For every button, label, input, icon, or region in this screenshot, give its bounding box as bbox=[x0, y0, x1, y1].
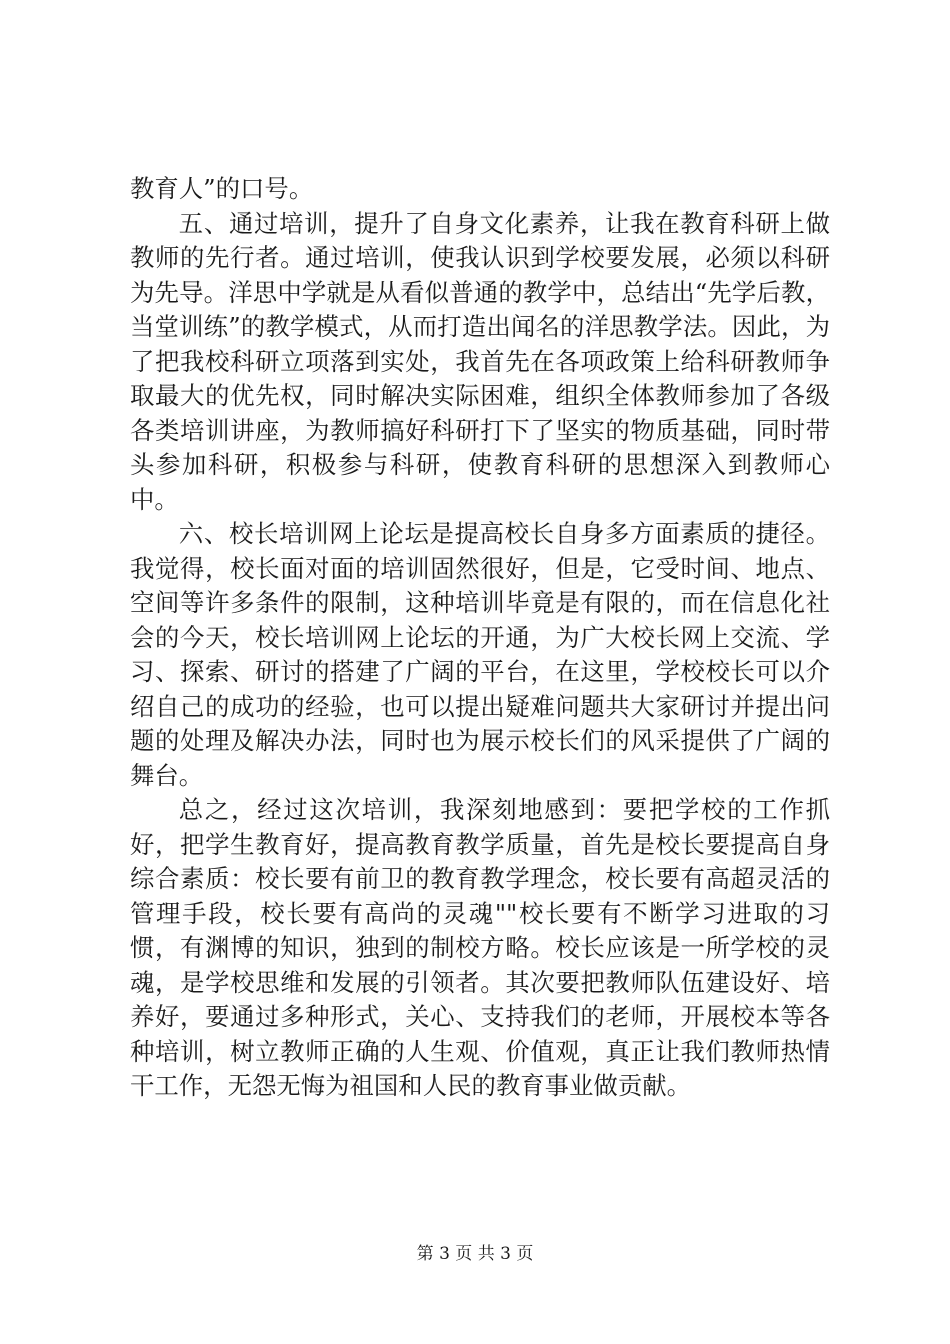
paragraph-section-six: 六、校长培训网上论坛是提高校长自身多方面素质的捷径。我觉得，校长面对面的培训固然很好，但是，它受时间、地点、空间等许多条件的限制，这种培训毕竟是有限的，而在信息化社会的今天，校长培训网上论坛的开通，为广大校长网上交流、学习、探索、研讨的搭建了广阔的平台，在这里，学校校长可以介绍自己的成功的经验，也可以提出疑难问题共大家研讨并提出问题的处理及解决办法，同时也为展示校长们的风采提供了广阔的舞台。 bbox=[130, 519, 830, 790]
paragraph-conclusion: 总之，经过这次培训，我深刻地感到：要把学校的工作抓好，把学生教育好，提高教育教学质量，首先是校长要提高自身综合素质：校长要有前卫的教育教学理念，校长要有高超灵活的管理手段，校长要有高尚的灵魂""校长要有不断学习进取的习惯，有渊博的知识，独到的制校方略。校长应该是一所学校的灵魂，是学校思维和发展的引领者。其次要把教师队伍建设好、培养好，要通过多种形式，关心、支持我们的老师，开展校本等各种培训，树立教师正确的人生观、价值观，真正让我们教师热情干工作，无怨无悔为祖国和人民的教育事业做贡献。 bbox=[130, 795, 830, 1100]
page-number-label: 第 3 页 共 3 页 bbox=[416, 1244, 534, 1264]
paragraph-continuation: 教育人”的口号。 bbox=[130, 174, 314, 203]
page-footer bbox=[0, 1242, 950, 1266]
paragraph-section-five: 五、通过培训，提升了自身文化素养，让我在教育科研上做教师的先行者。通过培训，使我认识到学校要发展，必须以科研为先导。洋思中学就是从看似普通的教学中，总结出“先学后教，当堂训练”的教学模式，从而打造出闻名的洋思教学法。因此，为了把我校科研立项落到实处，我首先在各项政策上给科研教师争取最大的优先权，同时解决实际困难，组织全体教师参加了各级各类培训讲座，为教师搞好科研打下了坚实的物质基础，同时带头参加科研，积极参与科研，使教育科研的思想深入到教师心中。 bbox=[130, 208, 830, 514]
document-body bbox=[130, 172, 830, 1104]
